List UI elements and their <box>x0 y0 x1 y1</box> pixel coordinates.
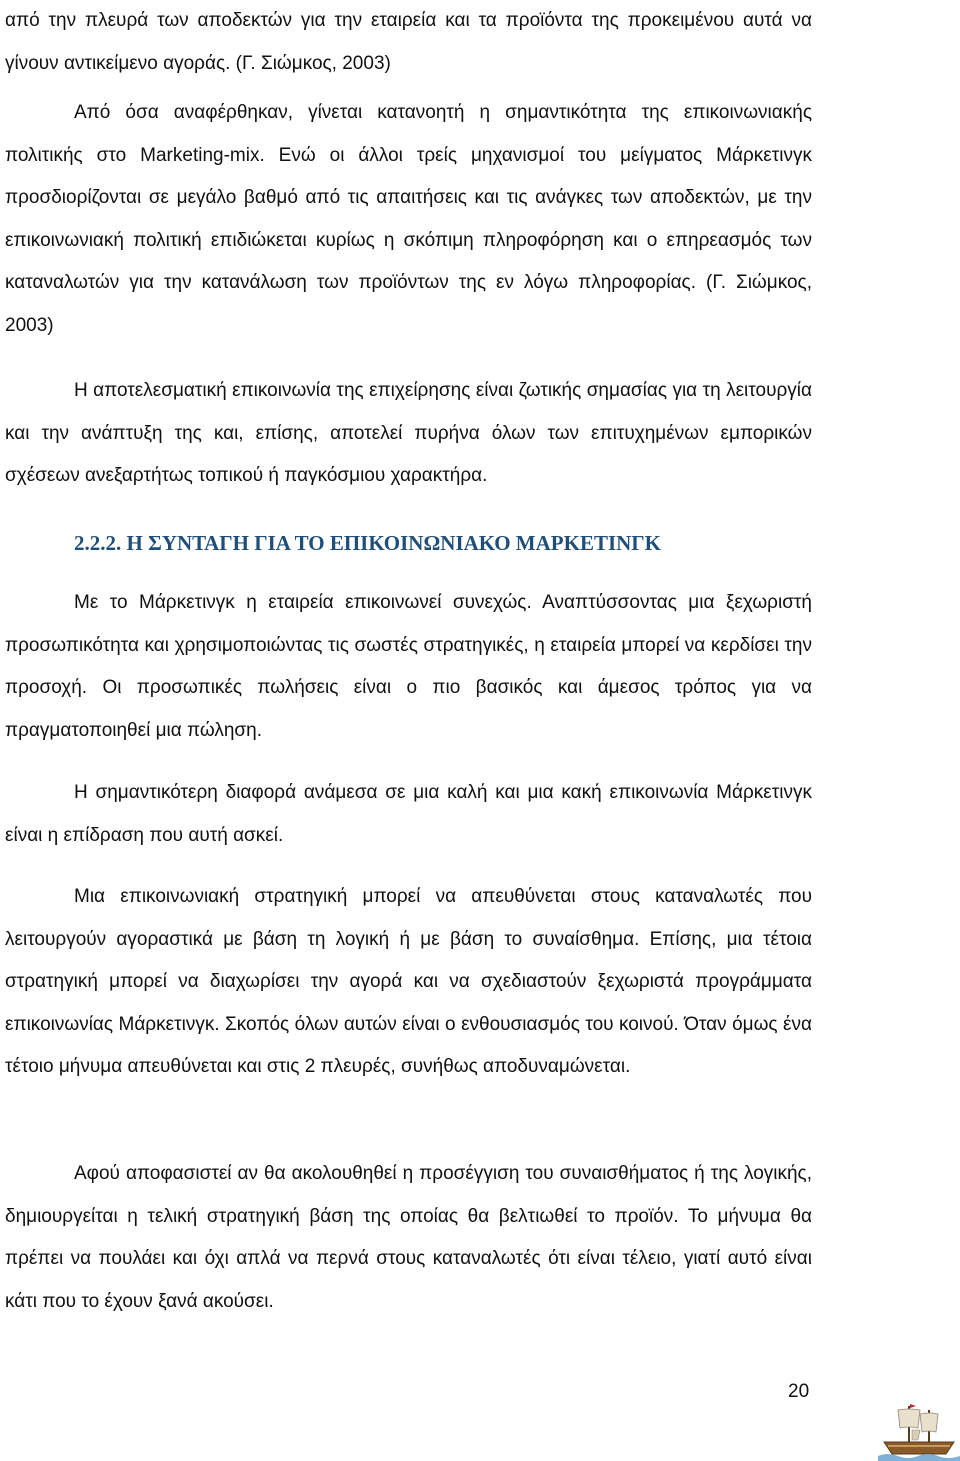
paragraph-2: Από όσα αναφέρθηκαν, γίνεται κατανοητή η σημαντικότητα της επικοινωνιακής πολιτικής στο Marketing-mix. Ενώ οι άλλοι τρείς μηχανισμοί του μείγματος Μάρκετινγκ προσδιορίζονται σε μεγάλο βαθμό από τις απαιτήσεις και τις ανάγκες των αποδεκτών, με την επικοινωνιακή πολιτική επιδιώκεται κυρίως η σκόπιμη πληροφόρηση και ο επηρεασμός των καταναλωτών για την κατανάλωση των προϊόντων της εν λόγω πληροφορίας. (Γ. Σιώμκος, 2003) <box>5 102 812 336</box>
ship-icon <box>878 1398 960 1461</box>
paragraph-block-5 <box>5 772 812 857</box>
paragraph-5: Η σημαντικότερη διαφορά ανάμεσα σε μια καλή και μια κακή επικοινωνία Μάρκετινγκ είναι η επίδραση που αυτή ασκεί. <box>5 782 812 846</box>
paragraph-block-7 <box>5 1153 812 1323</box>
paragraph-4: Με το Μάρκετινγκ η εταιρεία επικοινωνεί συνεχώς. Αναπτύσσοντας μια ξεχωριστή προσωπικότητα και χρησιμοποιώντας τις σωστές στρατηγικές, η εταιρεία μπορεί να κερδίσει την προσοχή. Οι προσωπικές πωλήσεις είναι ο πιο βασικός και άμεσος τρόπος για να πραγματοποιηθεί μια πώληση. <box>5 592 812 741</box>
paragraph-3: Η αποτελεσματική επικοινωνία της επιχείρησης είναι ζωτικής σημασίας για τη λειτουργία και την ανάπτυξη της και, επίσης, αποτελεί πυρήνα όλων των επιτυχημένων εμπορικών σχέσεων ανεξαρτήτως τοπικού ή παγκόσμιου χαρακτήρα. <box>5 380 812 487</box>
paragraph-block-4 <box>5 582 812 752</box>
paragraph-block-3 <box>5 370 812 498</box>
paragraph-6: Μια επικοινωνιακή στρατηγική μπορεί να απευθύνεται στους καταναλωτές που λειτουργούν αγοραστικά με βάση τη λογική ή με βάση το συναίσθημα. Επίσης, μια τέτοια στρατηγική μπορεί να διαχωρίσει την αγορά και να σχεδιαστούν ξεχωριστά προγράμματα επικοινωνίας Μάρκετινγκ. Σκοπός όλων αυτών είναι ο ενθουσιασμός του κοινού. Όταν όμως ένα τέτοιο μήνυμα απευθύνεται και στις 2 πλευρές, συνήθως αποδυναμώνεται. <box>5 886 812 1078</box>
paragraph-1: από την πλευρά των αποδεκτών για την εταιρεία και τα προϊόντα της προκειμένου αυτά να γίνουν αντικείμενο αγοράς. (Γ. Σιώμκος, 2003) <box>5 10 812 74</box>
paragraph-block-6 <box>5 876 812 1089</box>
paragraph-block-2 <box>5 92 812 348</box>
paragraph-7: Αφού αποφασιστεί αν θα ακολουθηθεί η προσέγγιση του συναισθήματος ή της λογικής, δημιουργείται η τελική στρατηγική βάση της οποίας θα βελτιωθεί το προϊόν. Το μήνυμα θα πρέπει να πουλάει και όχι απλά να περνά στους καταναλωτές ότι είναι τέλειο, γιατί αυτό είναι κάτι που το έχουν ξανά ακούσει. <box>5 1163 812 1312</box>
page-number: 20 <box>788 1381 810 1402</box>
body-text-top <box>5 0 812 85</box>
section-heading: 2.2.2. Η ΣΥΝΤΑΓΗ ΓΙΑ ΤΟ ΕΠΙΚΟΙΝΩΝΙΑΚΟ ΜΑΡΚΕΤΙΝΓΚ <box>74 531 661 555</box>
